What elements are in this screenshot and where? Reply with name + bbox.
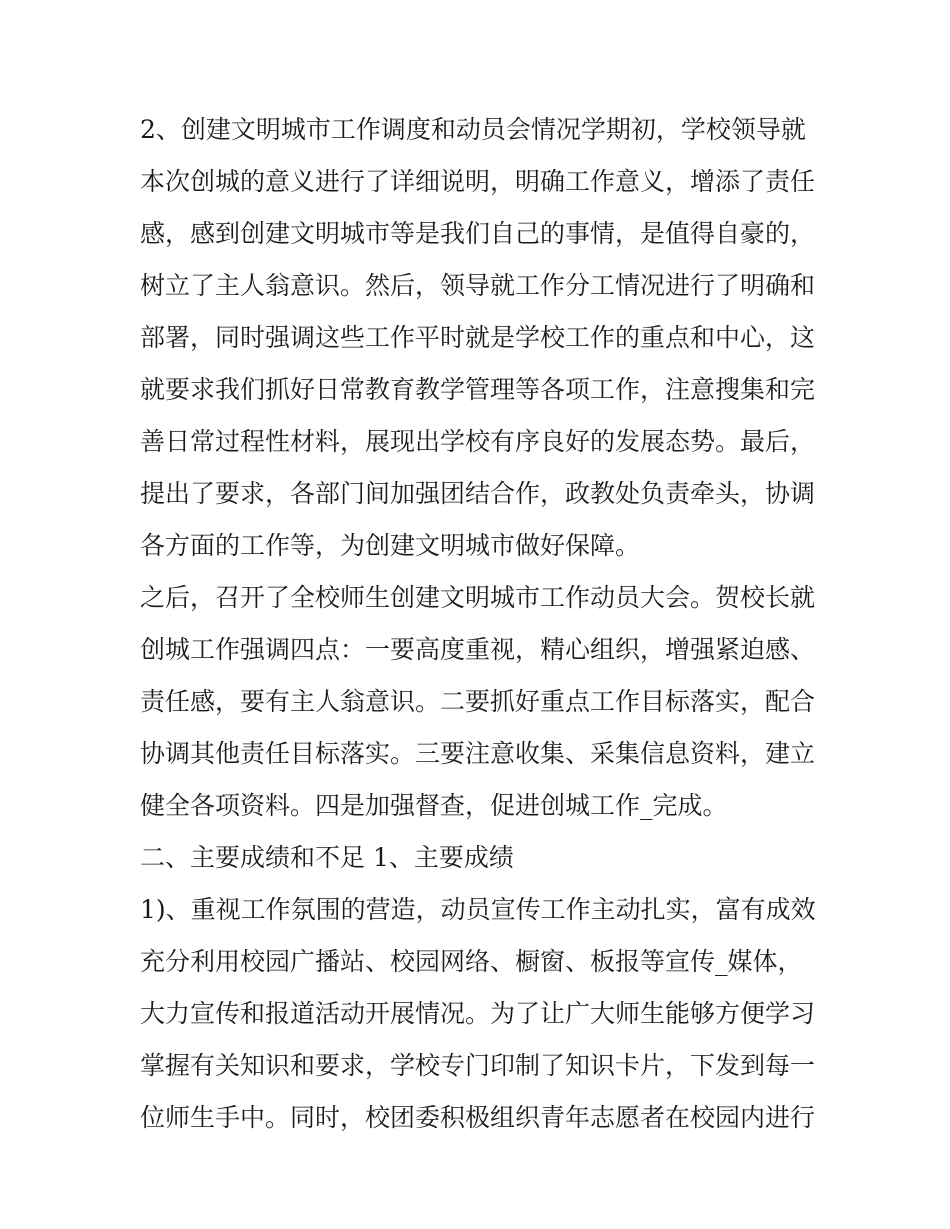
text-line: 之后，召开了全校师生创建文明城市工作动员大会。贺校长就: [140, 583, 816, 612]
text-line: 创城工作强调四点：一要高度重视，精心组织，增强紧迫感、: [140, 635, 816, 664]
text-line: 责任感，要有主人翁意识。二要抓好重点工作目标落实，配合: [140, 687, 816, 716]
text-line: 提出了要求，各部门间加强团结合作，政教处负责牵头，协调: [140, 479, 816, 508]
text-line: 1)、重视工作氛围的营造，动员宣传工作主动扎实，富有成效: [140, 895, 816, 924]
text-line: 位师生手中。同时，校团委积极组织青年志愿者在校园内进行: [140, 1103, 816, 1132]
text-line: 感，感到创建文明城市等是我们自己的事情，是值得自豪的，: [140, 219, 816, 248]
body-text: [140, 104, 820, 1144]
text-line: 各方面的工作等，为创建文明城市做好保障。: [140, 531, 641, 560]
section-heading: 二、主要成绩和不足 1、主要成绩: [140, 843, 514, 872]
text-line: 大力宣传和报道活动开展情况。为了让广大师生能够方便学习: [140, 999, 816, 1028]
text-line: 就要求我们抓好日常教育教学管理等各项工作，注意搜集和完: [140, 375, 816, 404]
text-line: 充分利用校园广播站、校园网络、橱窗、板报等宣传_媒体，: [140, 947, 803, 976]
text-line: 本次创城的意义进行了详细说明，明确工作意义，增添了责任: [140, 167, 816, 196]
text-line: 协调其他责任目标落实。三要注意收集、采集信息资料，建立: [140, 739, 816, 768]
text-line: 部署，同时强调这些工作平时就是学校工作的重点和中心，这: [140, 323, 816, 352]
text-line: 掌握有关知识和要求，学校专门印制了知识卡片，下发到每一: [140, 1051, 816, 1080]
text-line: 树立了主人翁意识。然后，领导就工作分工情况进行了明确和: [140, 271, 816, 300]
text-line: 善日常过程性材料，展现出学校有序良好的发展态势。最后，: [140, 427, 816, 456]
text-line: 2、创建文明城市工作调度和动员会情况学期初，学校领导就: [140, 115, 806, 144]
text-line: 健全各项资料。四是加强督查，促进创城工作_完成。: [140, 791, 728, 820]
